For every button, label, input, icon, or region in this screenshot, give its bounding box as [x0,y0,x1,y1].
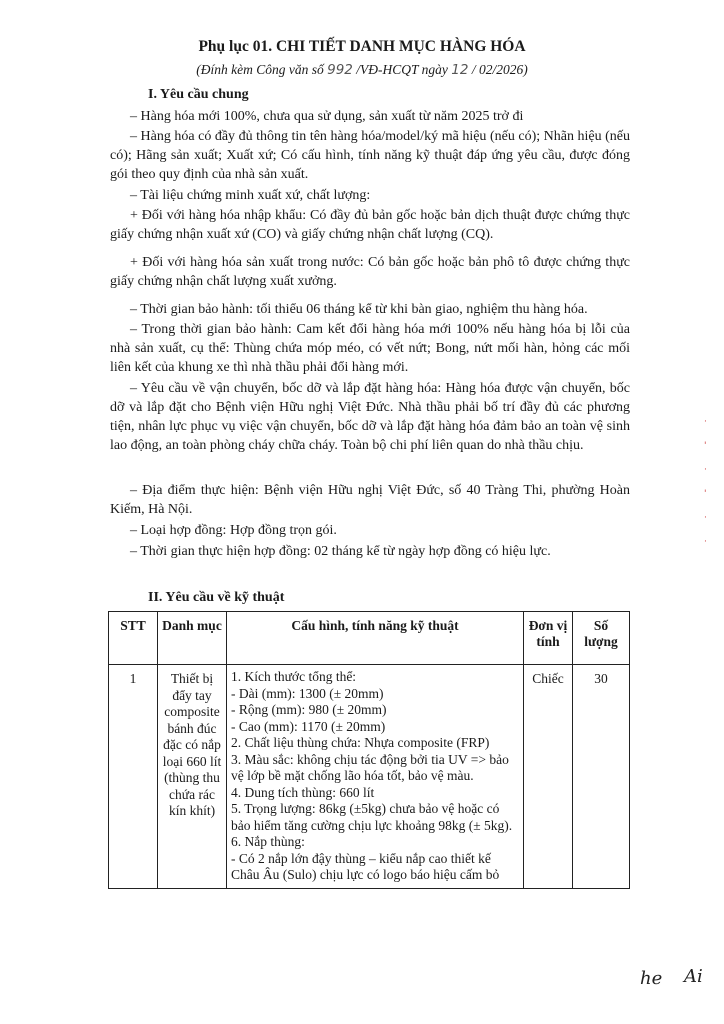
red-mark: · [704,417,707,427]
spec-line: vệ lớp bề mặt chống lão hóa tốt, bảo vệ màu. [231,768,474,783]
red-mark: ' [704,441,707,451]
header-unit: Đơn vị tính [524,612,573,665]
subtitle-middle: /VĐ-HCQT ngày [356,62,448,77]
header-item: Danh mục [158,612,227,665]
red-mark: · [704,465,707,475]
paragraph-goods-info: – Hàng hóa có đầy đủ thông tin tên hàng hóa/model/ký mã hiệu (nếu có); Nhãn hiệu (nếu có); Hãng sản xuất; Xuất xứ; Có cấu hình, tính năng kỹ thuật đáp ứng yêu cầu, được đóng gói theo quy định của nhà sản xuất. [110,129,630,182]
cell-spec [227,665,524,889]
paragraph-new-goods: – Hàng hóa mới 100%, chưa qua sử dụng, sản xuất từ năm 2025 trở đi [130,109,524,124]
handwritten-initial: he [640,968,663,989]
cell-unit: Chiếc [524,665,573,889]
spec-line: 1. Kích thước tổng thể: [231,669,357,684]
cell-stt: 1 [109,665,158,889]
margin-red-marks [704,410,718,554]
table-row [109,665,630,889]
subtitle-suffix: / 02/2026) [471,62,528,77]
paragraph-warranty-period: – Thời gian bảo hành: tối thiểu 06 tháng kể từ khi bàn giao, nghiệm thu hàng hóa. [130,302,588,317]
spec-line: Châu Âu (Sulo) chịu lực có logo báo hiệu cấm bỏ [231,867,500,882]
spec-line: - Rộng (mm): 980 (± 20mm) [231,702,387,717]
cell-quantity: 30 [573,665,630,889]
subtitle-prefix: (Đính kèm Công văn số [196,62,324,77]
paragraph-contract-type: – Loại hợp đồng: Hợp đồng trọn gói. [130,523,337,538]
spec-line: - Dài (mm): 1300 (± 20mm) [231,685,384,701]
document-subtitle [0,62,724,78]
paragraph-warranty-terms: – Trong thời gian bảo hành: Cam kết đổi hàng hóa mới 100% nếu hàng hóa bị lỗi của nhà sản xuất, cụ thể: Thùng chứa móp méo, có vết nứt; Bong, nứt mối hàn, hỏng các mối liên kết của khung xe thì nhà thầu phải đổi hàng mới. [110,322,630,375]
red-mark: · [704,513,707,523]
red-mark: ' [704,489,707,499]
spec-line: 6. Nắp thùng: [231,834,305,849]
paragraph-transport: – Yêu cầu về vận chuyển, bốc dỡ và lắp đặt hàng hóa: Hàng hóa được vận chuyển, bốc dỡ và lắp đặt cho Bệnh viện Hữu nghị Việt Đức. Nhà thầu phải bố trí đầy đủ các phương tiện, nhân lực phục vụ việc vận chuyển, bốc dỡ và lắp đặt hàng hóa đảm bảo an toàn vệ sinh lao động, an toàn phòng cháy chữa cháy. Toàn bộ chi phí liên quan do nhà thầu chịu. [110,381,630,453]
spec-line: bảo hiểm tăng cường chịu lực khoảng 98kg (± 5kg). [231,817,513,833]
spec-line: 4. Dung tích thùng: 660 lít [231,784,375,800]
paragraph-domestic-goods: + Đối với hàng hóa sản xuất trong nước: Có bản gốc hoặc bản phô tô được chứng thực giấy chứng nhận chất lượng xuất xưởng. [110,255,630,289]
header-stt: STT [109,612,158,665]
paragraph-imported-goods: + Đối với hàng hóa nhập khẩu: Có đầy đủ bản gốc hoặc bản dịch thuật được chứng thực giấy chứng nhận xuất xứ (CO) và giấy chứng nhận chất lượng (CQ). [110,208,630,242]
cell-item-name: Thiết bị đẩy tay composite bánh đúc đặc có nắp loại 660 lít (thùng thu chứa rác kín khít) [158,665,227,889]
spec-line: 3. Màu sắc: không chịu tác động bởi tia UV => bảo [231,751,509,767]
paragraph-origin-docs: – Tài liệu chứng minh xuất xứ, chất lượng: [130,188,371,203]
document-title: Phụ lục 01. CHI TIẾT DANH MỤC HÀNG HÓA [198,38,526,55]
header-quantity: Số lượng [573,612,630,665]
spec-line: 5. Trọng lượng: 86kg (±5kg) chưa bảo vệ hoặc có [231,801,500,816]
table-header-row [109,612,630,665]
section-1-heading: I. Yêu cầu chung [148,87,249,102]
spec-line: 2. Chất liệu thùng chứa: Nhựa composite (FRP) [231,735,490,750]
handwritten-initial: Ai [684,966,703,987]
red-mark: · [704,537,707,547]
technical-spec-table [108,611,630,889]
handwritten-doc-number: 992 [327,62,353,78]
header-spec: Cấu hình, tính năng kỹ thuật [227,612,524,665]
section-2-heading: II. Yêu cầu về kỹ thuật [148,590,285,605]
paragraph-location: – Địa điểm thực hiện: Bệnh viện Hữu nghị Việt Đức, số 40 Tràng Thi, phường Hoàn Kiếm, Hà Nội. [110,483,630,517]
spec-lines [231,669,519,884]
spec-line: - Có 2 nắp lớn đậy thùng – kiểu nắp cao thiết kế [231,850,491,866]
handwritten-day: 12 [451,62,469,78]
paragraph-contract-duration: – Thời gian thực hiện hợp đồng: 02 tháng kể từ ngày hợp đồng có hiệu lực. [130,544,551,559]
spec-line: - Cao (mm): 1170 (± 20mm) [231,718,386,734]
